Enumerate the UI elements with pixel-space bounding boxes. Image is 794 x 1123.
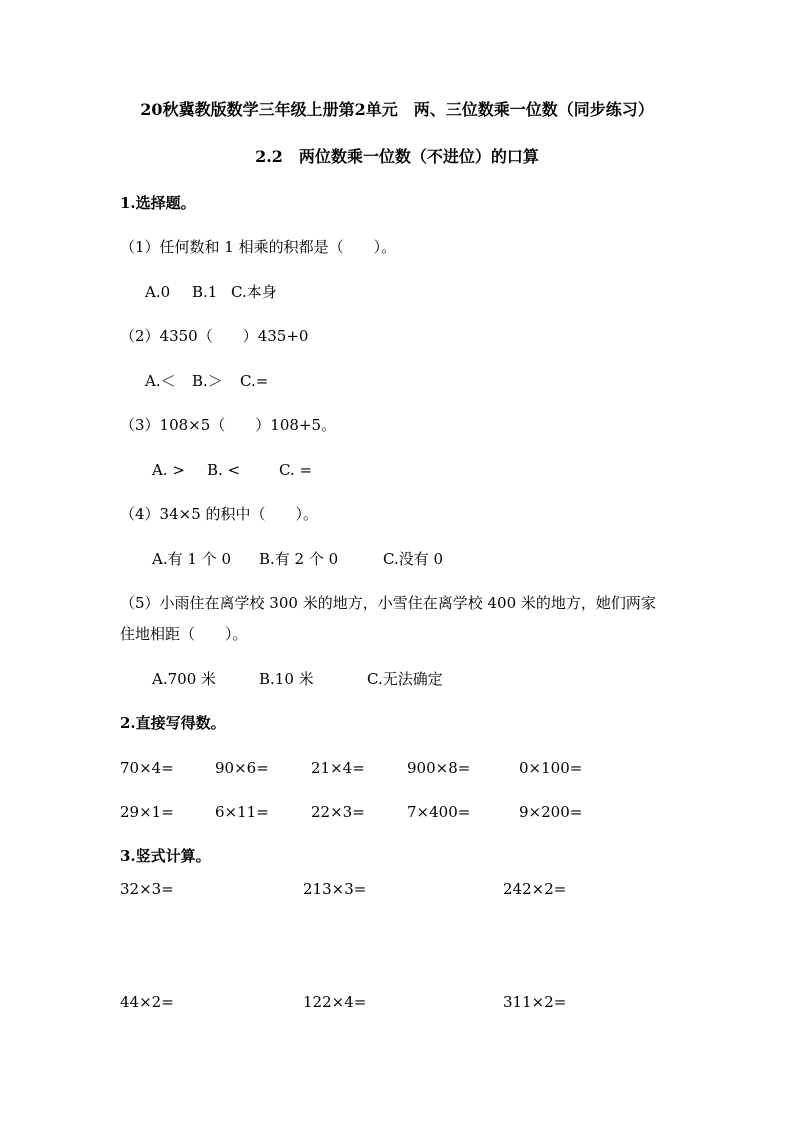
oral-calc-item: 22×3= [311,803,365,821]
question-5-option-b: B.10 米 [259,670,314,688]
question-1-option-b: B.1 [192,283,218,301]
vertical-calc-item: 122×4= [303,993,367,1011]
question-4-option-b: B.有 2 个 0 [259,550,339,568]
question-4-stem: （4）34×5 的积中（ ）。 [120,505,319,523]
section-2-heading: 2.直接写得数。 [120,714,226,732]
question-3-option-a: A. > [152,461,185,479]
oral-calc-item: 21×4= [311,759,365,777]
oral-calc-item: 6×11= [215,803,269,821]
question-4-option-c: C.没有 0 [383,550,444,568]
vertical-calc-item: 213×3= [303,880,367,898]
question-5-option-a: A.700 米 [152,670,216,688]
oral-calc-item: 9×200= [519,803,583,821]
document-title: 20秋冀教版数学三年级上册第2单元 两、三位数乘一位数（同步练习） [140,100,654,119]
oral-calc-item: 0×100= [519,759,583,777]
vertical-calc-item: 311×2= [503,993,567,1011]
question-1-option-a: A.0 [145,283,171,301]
vertical-calc-item: 32×3= [120,880,174,898]
question-3-stem: （3）108×5（ ）108+5。 [120,416,337,434]
question-4-option-a: A.有 1 个 0 [152,550,231,568]
question-1-stem: （1）任何数和 1 相乘的积都是（ ）。 [120,238,397,256]
document-subtitle: 2.2 两位数乘一位数（不进位）的口算 [255,147,539,166]
question-2-option-b: B.＞ [192,372,223,390]
vertical-calc-item: 44×2= [120,993,174,1011]
section-3-heading: 3.竖式计算。 [120,847,211,865]
question-5-stem-line-2: 住地相距（ ）。 [120,625,248,643]
question-1-option-c: C.本身 [231,283,277,301]
oral-calc-item: 70×4= [120,759,174,777]
oral-calc-item: 900×8= [407,759,471,777]
question-2-option-a: A.＜ [145,372,176,390]
oral-calc-item: 7×400= [407,803,471,821]
oral-calc-item: 90×6= [215,759,269,777]
question-3-option-b: B. < [207,461,241,479]
question-3-option-c: C. = [279,461,313,479]
question-5-option-c: C.无法确定 [367,670,443,688]
vertical-calc-item: 242×2= [503,880,567,898]
section-1-heading: 1.选择题。 [120,194,196,212]
oral-calc-item: 29×1= [120,803,174,821]
question-2-option-c: C.= [240,372,269,390]
question-2-stem: （2）4350（ ）435+0 [120,327,309,345]
question-5-stem-line-1: （5）小雨住在离学校 300 米的地方，小雪住在离学校 400 米的地方，她们两家 [120,594,656,612]
